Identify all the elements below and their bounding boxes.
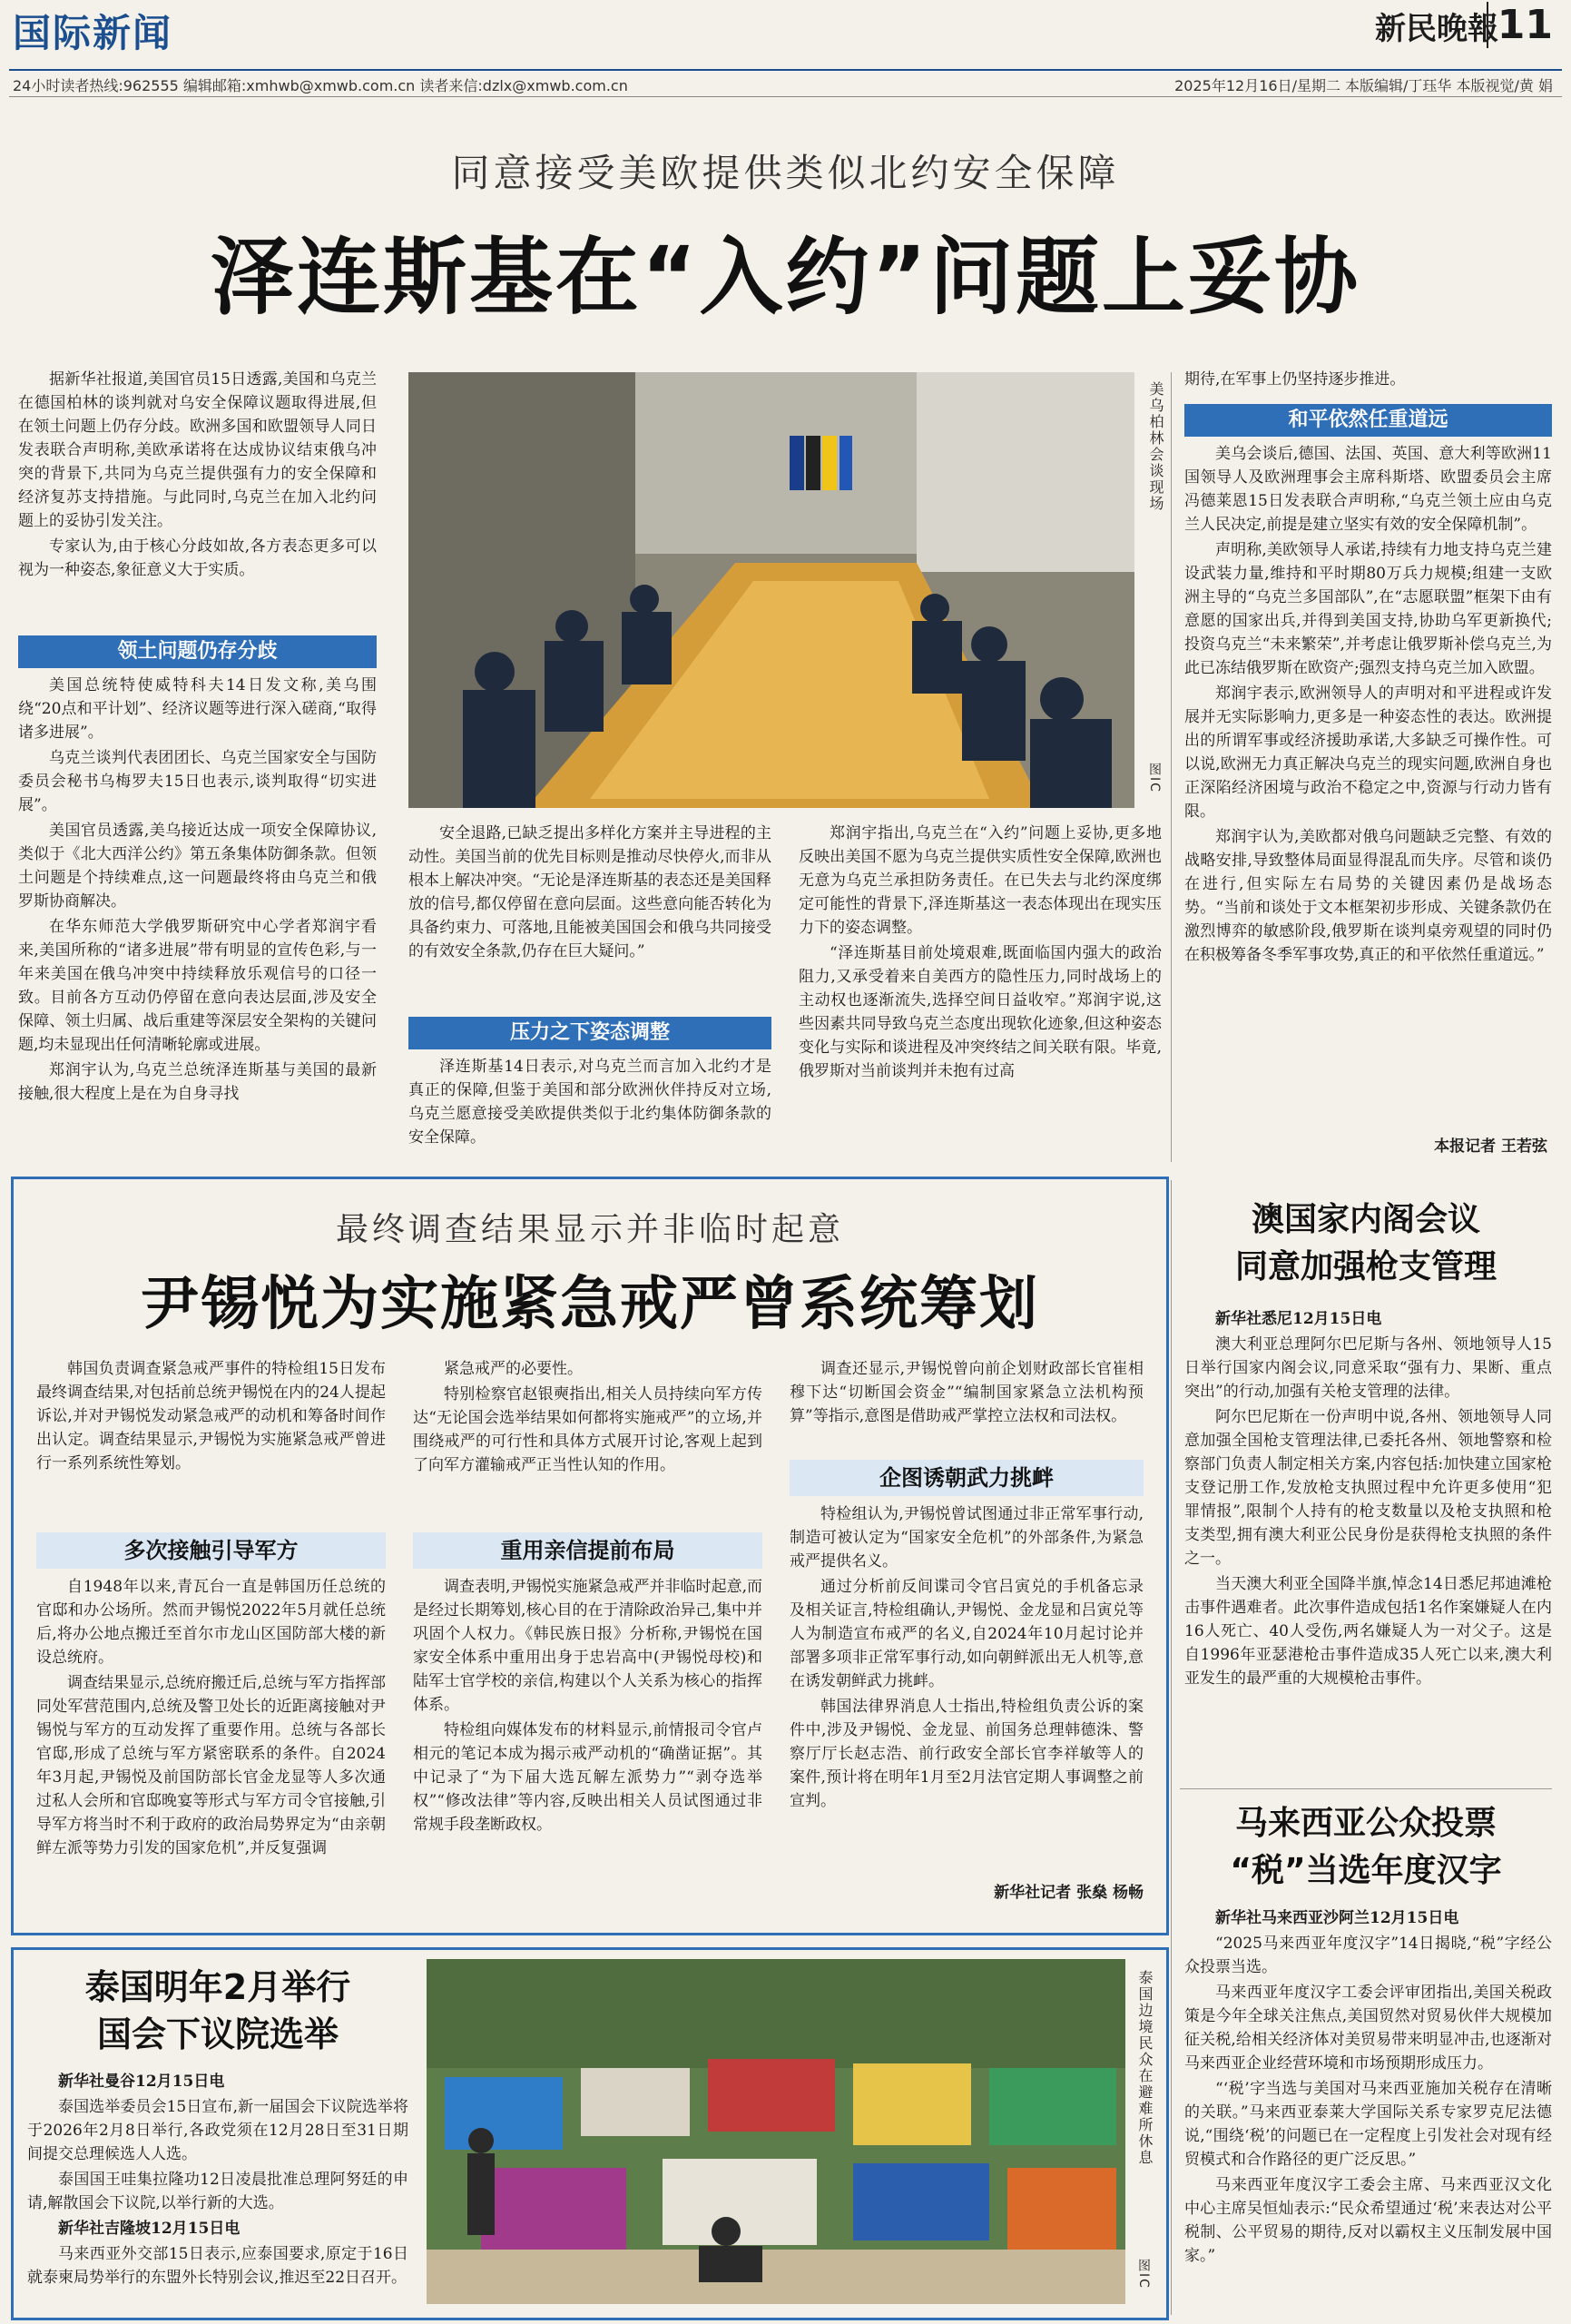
lead-subhead-peace: 和平依然任重道远: [1184, 404, 1552, 437]
column-divider: [1171, 372, 1172, 1162]
header-rule: [9, 69, 1562, 71]
australia-headline-line2: 同意加强枪支管理: [1234, 1248, 1497, 1285]
korea-subhead-military: 多次接触引导军方: [36, 1532, 386, 1569]
section-divider: [1180, 1788, 1552, 1789]
korea-col1b: 自1948年以来,青瓦台一直是韩国历任总统的官邸和办公场所。然而尹锡悦2022年5月就任总统后,将办公地点搬迁至首尔市龙山区国防部大楼的新设总统府。 调查结果显示,总统府搬迁后,总统与军方指挥部同处军营范围内,总统及警卫处长的近距离接触对尹锡悦与军方的互动发挥了重要作用。总统与各部长官邸,形成了总统与军方紧密联系的条件。自2024年3月起,尹锡悦及前国防部长官金龙显等人多次通过私人会所和官邸晚宴等形式与军方司令官接触,引导军方将当时不利于政府的政治局势界定为“由亲朝鲜左派等势力引发的国家危机”,并反复强调: [36, 1578, 386, 1857]
malaysia-headline-line2: “税”当选年度汉字: [1230, 1852, 1502, 1889]
thailand-photo-credit: 图IC: [1136, 2259, 1151, 2290]
lead-col2b: 泽连斯基14日表示,对乌克兰而言加入北约才是真正的保障,但鉴于美国和部分欧洲伙伴持反对立场,乌克兰愿意接受美欧提供类似于北约集体防御条款的安全保障。: [408, 1058, 771, 1147]
lead-subhead-pressure: 压力之下姿态调整: [408, 1017, 771, 1049]
newspaper-logo: 新民晚報: [1375, 11, 1498, 47]
lead-col1: 据新华社报道,美国官员15日透露,美国和乌克兰在德国柏林的谈判就对乌安全保障议题取得进展,但在领土问题上仍存分歧。欧洲多国和欧盟领导人同日发表联合声明称,美欧承诺将在达成协议结束俄乌冲突的背景下,共同为乌克兰提供强有力的安全保障和经济复苏支持措施。与此同时,乌克兰在加入北约问题上的妥协引发关注。 专家认为,由于核心分歧如故,各方表态更多可以视为一种姿态,象征意义大于实质。: [18, 370, 377, 579]
page-number: 11: [1487, 2, 1553, 48]
lead-col3: 郑润宇指出,乌克兰在“入约”问题上妥协,更多地反映出美国不愿为乌克兰提供实质性安全保障,欧洲也无意为乌克兰承担防务责任。在已失去与北约深度绑定可能性的背景下,泽连斯基这一表态体现出在现实压力下的姿态调整。 “泽连斯基目前处境艰难,既面临国内强大的政治阻力,又承受着来自美西方的隐性压力,同时战场上的主动权也逐渐流失,选择空间日益收窄。”郑润宇说,这些因素共同导致乌克兰态度出现软化迹象,但这种姿态变化与实际和谈进程及冲突终结之间关联有限。毕竟,俄罗斯对当前谈判并未抱有过高: [799, 824, 1162, 1080]
lead-col2: 安全退路,已缺乏提出多样化方案并主导进程的主动性。美国当前的优先目标则是推动尽快停火,而非从根本上解决冲突。“无论是泽连斯基的表态还是美国释放的信号,都仅停留在意向层面。这些意向能否转化为具备约束力、可落地,且能被美国国会和俄乌共同接受的有效安全条款,仍存在巨大疑问。”: [408, 824, 771, 960]
lead-subhead-territory: 领土问题仍存分歧: [18, 635, 377, 668]
header-rule-thin: [9, 96, 1562, 97]
australia-body: 新华社悉尼12月15日电 澳大利亚总理阿尔巴尼斯与各州、领地领导人15日举行国家内阁会议,同意采取“强有力、果断、重点突出”的行动,加强有关枪支管理的法律。 阿尔巴尼斯在一份声明中说,各州、领地领导人同意加强全国枪支管理法律,已委托各州、领地警察和检察部门负责人制定相关方案,内容包括:加快建立国家枪支登记册工作,发放枪支执照过程中允许更多使用“犯罪情报”,限制个人持有的枪支数量以及枪支执照和枪支类型,拥有澳大利亚公民身份是获得枪支执照的条件之一。 当天澳大利亚全国降半旗,悼念14日悉尼邦迪滩枪击事件遇难者。此次事件造成包括1名作案嫌疑人在内16人死亡、40人受伤,两名嫌疑人为一对父子。这是自1996年亚瑟港枪击事件造成35人死亡以来,澳大利亚发生的最严重的大规模枪击事件。: [1184, 1310, 1552, 1688]
shelter-camp-image: [427, 1959, 1125, 2304]
lead-col1b: 美国总统特使威特科夫14日发文称,美乌围绕“20点和平计划”、经济议题等进行深入磋商,“取得诸多进展”。 乌克兰谈判代表团团长、乌克兰国家安全与国防委员会秘书乌梅罗夫15日也表示,谈判取得“切实进展”。 美国官员透露,美乌接近达成一项安全保障协议,类似于《北大西洋公约》第五条集体防御条款。但领土问题是个持续难点,这一问题最终将由乌克兰和俄罗斯协商解决。 在华东师范大学俄罗斯研究中心学者郑润宇看来,美国所称的“诸多进展”带有明显的宣传色彩,与一年来美国在俄乌冲突中持续释放乐观信号的口径一致。目前各方互动仍停留在意向表达层面,涉及安全保障、领土归属、战后重建等深层安全架构的关键问题,均未显现出任何清晰轮廓或进展。 郑润宇认为,乌克兰总统泽连斯基与美国的最新接触,很大程度上是在为自身寻找: [18, 676, 377, 1103]
thailand-photo: [427, 1959, 1125, 2304]
thailand-headline-line2: 国会下议院选举: [96, 2014, 339, 2054]
malaysia-body: 新华社马来西亚沙阿兰12月15日电 “2025马来西亚年度汉字”14日揭晓,“税”字经公众投票当选。 马来西亚年度汉字工委会评审团指出,美国关税政策是今年全球关注焦点,美国贸然对贸易伙伴大规模加征关税,给相关经济体对美贸易带来明显冲击,也逐渐对马来西亚企业经营环境和市场预期形成压力。 “‘税’字当选与美国对马来西亚施加关税存在清晰的关联。”马来西亚泰莱大学国际关系专家罗克尼法德说,“围绕‘税’的问题已在一定程度上引发社会对现有经贸模式和合作路径的更广泛反思。” 马来西亚年度汉字工委会主席、马来西亚汉文化中心主席吴恒灿表示:“民众希望通过‘税’来表达对公平税制、公平贸易的期待,反对以霸权主义压制发展中国家。”: [1184, 1909, 1552, 2265]
column-divider: [1171, 1180, 1172, 2315]
meeting-room-image: [408, 372, 1134, 808]
lead-kicker: 同意接受美欧提供类似北约安全保障: [451, 151, 1120, 195]
lead-col4: 美乌会谈后,德国、法国、英国、意大利等欧洲11国领导人及欧洲理事会主席科斯塔、欧盟委员会主席冯德莱恩15日发表联合声明称,“乌克兰领土应由乌克兰人民决定,前提是建立坚实有效的安全保障机制”。 声明称,美欧领导人承诺,持续有力地支持乌克兰建设武装力量,维持和平时期80万兵力规模;组建一支欧洲主导的“乌克兰多国部队”,在“志愿联盟”框架下由有意愿的国家出兵,并得到美国支持,协助乌军更新换代;投资乌克兰“未来繁荣”,并考虑让俄罗斯补偿乌克兰,为此已冻结俄罗斯在欧资产;强烈支持乌克兰加入欧盟。 郑润宇表示,欧洲领导人的声明对和平进程或许发展并无实际影响力,更多是一种姿态性的表达。欧洲提出的所谓军事或经济援助承诺,大多缺乏可操作性。可以说,欧洲无力真正解决乌克兰的现实问题,欧洲自身也正深陷经济困境与政治不稳定之中,资源与行动力皆有限。 郑润宇认为,美欧都对俄乌问题缺乏完整、有效的战略安排,导致整体局面显得混乱而失序。尽管和谈仍在进行,但实际左右局势的关键因素仍是战场态势。“当前和谈处于文本框架初步形成、关键条款仍在激烈博弈的敏感阶段,俄罗斯在谈判桌旁观望的同时仍在积极筹备冬季军事攻势,真正的和平依然任重道远。”: [1184, 445, 1552, 964]
australia-headline-line1: 澳国家内阁会议: [1251, 1201, 1480, 1238]
lead-col4-top: 期待,在军事上仍坚持逐步推进。: [1184, 370, 1406, 389]
korea-col3: 调查还显示,尹锡悦曾向前企划财政部长官崔相穆下达“切断国会资金”“编制国家紧急立法机构预算”等指示,意图是借助戒严掌控立法权和司法权。: [790, 1360, 1144, 1425]
korea-col2: 紧急戒严的必要性。 特别检察官赵银奭指出,相关人员持续向军方传达“无论国会选举结果如何都将实施戒严”的立场,并围绕戒严的可行性和具体方式展开讨论,客观上起到了向军方灌输戒严正当性认知的作用。: [413, 1360, 762, 1474]
korea-kicker: 最终调查结果显示并非临时起意: [335, 1211, 844, 1248]
thailand-body: 新华社曼谷12月15日电 泰国选举委员会15日宣布,新一届国会下议院选举将于2026年2月8日举行,各政党须在12月28日至31日期间提交总理候选人人选。 泰国国王哇集拉隆功12日凌晨批准总理阿努廷的申请,解散国会下议院,以举行新的大选。 新华社吉隆坡12月15日电 马来西亚外交部15日表示,应泰国要求,原定于16日就泰柬局势举行的东盟外长特别会议,推迟至22日召开。: [27, 2073, 408, 2287]
malaysia-headline-line1: 马来西亚公众投票: [1234, 1805, 1497, 1842]
lead-headline: 泽连斯基在“入约”问题上妥协: [211, 229, 1360, 326]
dateline-info: 2025年12月16日/星期二 本版编辑/丁珏华 本版视觉/黄 娟: [1174, 77, 1553, 94]
korea-col2b: 调查表明,尹锡悦实施紧急戒严并非临时起意,而是经过长期筹划,核心目的在于清除政治异己,集中并巩固个人权力。《韩民族日报》分析称,尹锡悦在国家安全体系中重用出身于忠岩高中(尹锡悦母校)和陆军士官学校的亲信,构建以个人关系为核心的指挥体系。 特检组向媒体发布的材料显示,前情报司令官卢相元的笔记本成为揭示戒严动机的“确凿证据”。其中记录了“为下届大选瓦解左派势力”“剥夺选举权”“修改法律”等内容,反映出相关人员试图通过非常规手段垄断政权。: [413, 1578, 762, 1834]
section-title: 国际新闻: [13, 11, 173, 55]
korea-col1: 韩国负责调查紧急戒严事件的特检组15日发布最终调查结果,对包括前总统尹锡悦在内的24人提起诉讼,并对尹锡悦发动紧急戒严的动机和筹备时间作出认定。调查结果显示,尹锡悦为实施紧急戒严曾进行一系列系统性筹划。: [36, 1360, 386, 1472]
korea-byline: 新华社记者 张燊 杨畅: [994, 1884, 1144, 1902]
thailand-headline-line1: 泰国明年2月举行: [84, 1967, 351, 2007]
thailand-photo-caption: 泰国边境民众在避难所休息: [1136, 1970, 1154, 2166]
lead-photo: [408, 372, 1134, 808]
lead-photo-credit: 图IC: [1147, 763, 1162, 793]
korea-subhead-loyalists: 重用亲信提前布局: [413, 1532, 762, 1569]
lead-byline: 本报记者 王若弦: [1434, 1137, 1547, 1156]
korea-subhead-provoke: 企图诱朝武力挑衅: [790, 1460, 1144, 1496]
korea-col3b: 特检组认为,尹锡悦曾试图通过非正常军事行动,制造可被认定为“国家安全危机”的外部条件,为紧急戒严提供名义。 通过分析前反间谍司令官吕寅兑的手机备忘录及相关证言,特检组确认,尹锡悦、金龙显和吕寅兑等人为制造宣布戒严的名义,自2024年10月起讨论并部署多项非正常军事行动,如向朝鲜派出无人机等,意在诱发朝鲜武力挑衅。 韩国法律界消息人士指出,特检组负责公诉的案件中,涉及尹锡悦、金龙显、前国务总理韩德洙、警察厅厅长赵志浩、前行政安全部长官李祥敏等人的案件,预计将在明年1月至2月法官定期人事调整之前宣判。: [790, 1505, 1144, 1810]
korea-headline: 尹锡悦为实施紧急戒严曾系统筹划: [141, 1271, 1039, 1338]
lead-photo-caption: 美乌柏林会谈现场: [1147, 381, 1164, 512]
hotline-info: 24小时读者热线:962555 编辑邮箱:xmhwb@xmwb.com.cn 读者来信:dzlx@xmwb.com.cn: [13, 77, 628, 94]
